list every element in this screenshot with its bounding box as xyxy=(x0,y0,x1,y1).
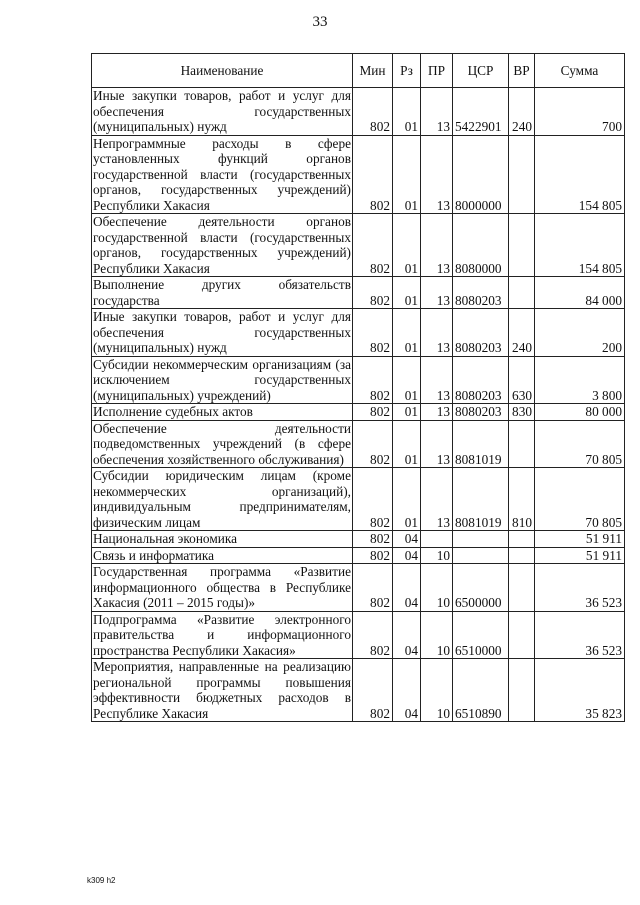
header-vr: ВР xyxy=(509,54,535,88)
cell-rz: 04 xyxy=(393,611,421,659)
table-row xyxy=(92,611,625,659)
cell-min: 802 xyxy=(353,214,393,277)
table-row xyxy=(92,404,625,421)
cell-min: 802 xyxy=(353,547,393,564)
cell-pr: 13 xyxy=(421,420,453,468)
budget-table xyxy=(91,53,625,722)
cell-csr: 6500000 xyxy=(453,564,509,612)
cell-pr: 13 xyxy=(421,88,453,136)
table-row xyxy=(92,420,625,468)
cell-name: Обеспечение деятельности подведомственных учреждений (в сфере обеспечения хозяйственного обслуживания) xyxy=(93,420,351,467)
cell-rz: 01 xyxy=(393,277,421,309)
cell-name: Мероприятия, направленные на реализацию региональной программы повышения эффективности бюджетных расходов в Республике Хакасия xyxy=(93,659,351,721)
table-body xyxy=(92,88,625,722)
table-row xyxy=(92,277,625,309)
cell-sum: 35 823 xyxy=(535,659,625,722)
cell-name: Исполнение судебных актов xyxy=(92,404,353,421)
cell-pr: 13 xyxy=(421,404,453,421)
cell-pr: 13 xyxy=(421,468,453,531)
cell-sum: 154 805 xyxy=(535,214,625,277)
cell-rz: 01 xyxy=(393,88,421,136)
cell-pr xyxy=(421,531,453,548)
header-csr: ЦСР xyxy=(453,54,509,88)
cell-vr xyxy=(509,547,535,564)
cell-vr xyxy=(509,420,535,468)
cell-rz: 01 xyxy=(393,309,421,357)
cell-csr: 6510890 xyxy=(453,659,509,722)
cell-rz: 01 xyxy=(393,356,421,404)
cell-csr xyxy=(453,531,509,548)
cell-pr: 13 xyxy=(421,277,453,309)
cell-rz: 01 xyxy=(393,420,421,468)
cell-min: 802 xyxy=(353,277,393,309)
cell-sum: 70 805 xyxy=(535,420,625,468)
cell-rz: 01 xyxy=(393,135,421,214)
cell-name: Иные закупки товаров, работ и услуг для обеспечения государственных (муниципальных) нужд xyxy=(93,309,351,355)
cell-name: Субсидии некоммерческим организациям (за исключением государственных (муниципальных) учреждений) xyxy=(93,356,351,403)
cell-sum: 3 800 xyxy=(535,356,625,404)
cell-csr: 8080203 xyxy=(453,404,509,421)
cell-name: Выполнение других обязательств государства xyxy=(93,277,351,308)
cell-csr: 6510000 xyxy=(453,611,509,659)
cell-min: 802 xyxy=(353,420,393,468)
cell-rz: 01 xyxy=(393,214,421,277)
cell-name: Национальная экономика xyxy=(92,531,353,548)
cell-vr: 810 xyxy=(509,468,535,531)
table-row xyxy=(92,659,625,722)
cell-rz: 04 xyxy=(393,547,421,564)
table-row xyxy=(92,468,625,531)
cell-csr: 8080203 xyxy=(453,356,509,404)
cell-min: 802 xyxy=(353,309,393,357)
cell-pr: 10 xyxy=(421,611,453,659)
cell-name: Связь и информатика xyxy=(92,547,353,564)
header-name: Наименование xyxy=(92,54,353,88)
header-pr: ПР xyxy=(421,54,453,88)
table-row xyxy=(92,531,625,548)
cell-vr xyxy=(509,135,535,214)
cell-min: 802 xyxy=(353,659,393,722)
cell-min: 802 xyxy=(353,88,393,136)
cell-vr: 240 xyxy=(509,309,535,357)
table-row xyxy=(92,547,625,564)
cell-csr: 8000000 xyxy=(453,135,509,214)
cell-name: Иные закупки товаров, работ и услуг для обеспечения государственных (муниципальных) нужд xyxy=(93,88,351,134)
cell-rz: 04 xyxy=(393,659,421,722)
cell-name: Непрограммные расходы в сфере установленных функций органов государственной власти (государственных органов, государственных учреждений) Республики Хакасия xyxy=(93,135,351,213)
cell-sum: 51 911 xyxy=(535,547,625,564)
cell-sum: 84 000 xyxy=(535,277,625,309)
cell-min: 802 xyxy=(353,135,393,214)
cell-csr: 8081019 xyxy=(453,468,509,531)
cell-csr xyxy=(453,547,509,564)
cell-csr: 8080000 xyxy=(453,214,509,277)
cell-rz: 04 xyxy=(393,531,421,548)
cell-sum: 154 805 xyxy=(535,135,625,214)
cell-name: Обеспечение деятельности органов государственной власти (государственных органов, государственных учреждений) Республики Хакасия xyxy=(93,214,351,276)
cell-vr xyxy=(509,659,535,722)
header-rz: Рз xyxy=(393,54,421,88)
cell-pr: 10 xyxy=(421,659,453,722)
cell-vr: 830 xyxy=(509,404,535,421)
cell-vr xyxy=(509,564,535,612)
cell-vr: 240 xyxy=(509,88,535,136)
cell-min: 802 xyxy=(353,404,393,421)
table-row xyxy=(92,356,625,404)
cell-vr: 630 xyxy=(509,356,535,404)
cell-name: Подпрограмма «Развитие электронного правительства и информационного пространства Республики Хакасия» xyxy=(93,611,351,658)
table-row xyxy=(92,88,625,136)
cell-csr: 5422901 xyxy=(453,88,509,136)
cell-rz: 04 xyxy=(393,564,421,612)
cell-min: 802 xyxy=(353,531,393,548)
cell-min: 802 xyxy=(353,611,393,659)
cell-min: 802 xyxy=(353,356,393,404)
cell-sum: 80 000 xyxy=(535,404,625,421)
cell-sum: 200 xyxy=(535,309,625,357)
cell-pr: 10 xyxy=(421,547,453,564)
cell-sum: 51 911 xyxy=(535,531,625,548)
table-row xyxy=(92,135,625,214)
header-sum: Сумма xyxy=(535,54,625,88)
cell-pr: 13 xyxy=(421,135,453,214)
cell-csr: 8081019 xyxy=(453,420,509,468)
cell-pr: 13 xyxy=(421,214,453,277)
table-row xyxy=(92,214,625,277)
cell-pr: 13 xyxy=(421,309,453,357)
cell-min: 802 xyxy=(353,564,393,612)
cell-sum: 36 523 xyxy=(535,564,625,612)
header-min: Мин xyxy=(353,54,393,88)
cell-pr: 13 xyxy=(421,356,453,404)
cell-pr: 10 xyxy=(421,564,453,612)
table-header-row xyxy=(92,54,625,88)
cell-rz: 01 xyxy=(393,404,421,421)
cell-sum: 70 805 xyxy=(535,468,625,531)
cell-name: Субсидии юридическим лицам (кроме некоммерческих организаций), индивидуальным предпринимателям, физическим лицам xyxy=(93,468,351,530)
cell-name: Государственная программа «Развитие информационного общества в Республике Хакасия (2011 – 2015 годы)» xyxy=(93,564,351,610)
cell-vr xyxy=(509,277,535,309)
cell-sum: 36 523 xyxy=(535,611,625,659)
cell-min: 802 xyxy=(353,468,393,531)
table-row xyxy=(92,564,625,612)
cell-vr xyxy=(509,611,535,659)
cell-vr xyxy=(509,531,535,548)
footer-code: k309 h2 xyxy=(87,876,116,885)
cell-rz: 01 xyxy=(393,468,421,531)
page-number: 33 xyxy=(312,14,328,30)
cell-csr: 8080203 xyxy=(453,309,509,357)
cell-vr xyxy=(509,214,535,277)
cell-csr: 8080203 xyxy=(453,277,509,309)
cell-sum: 700 xyxy=(535,88,625,136)
table-row xyxy=(92,309,625,357)
